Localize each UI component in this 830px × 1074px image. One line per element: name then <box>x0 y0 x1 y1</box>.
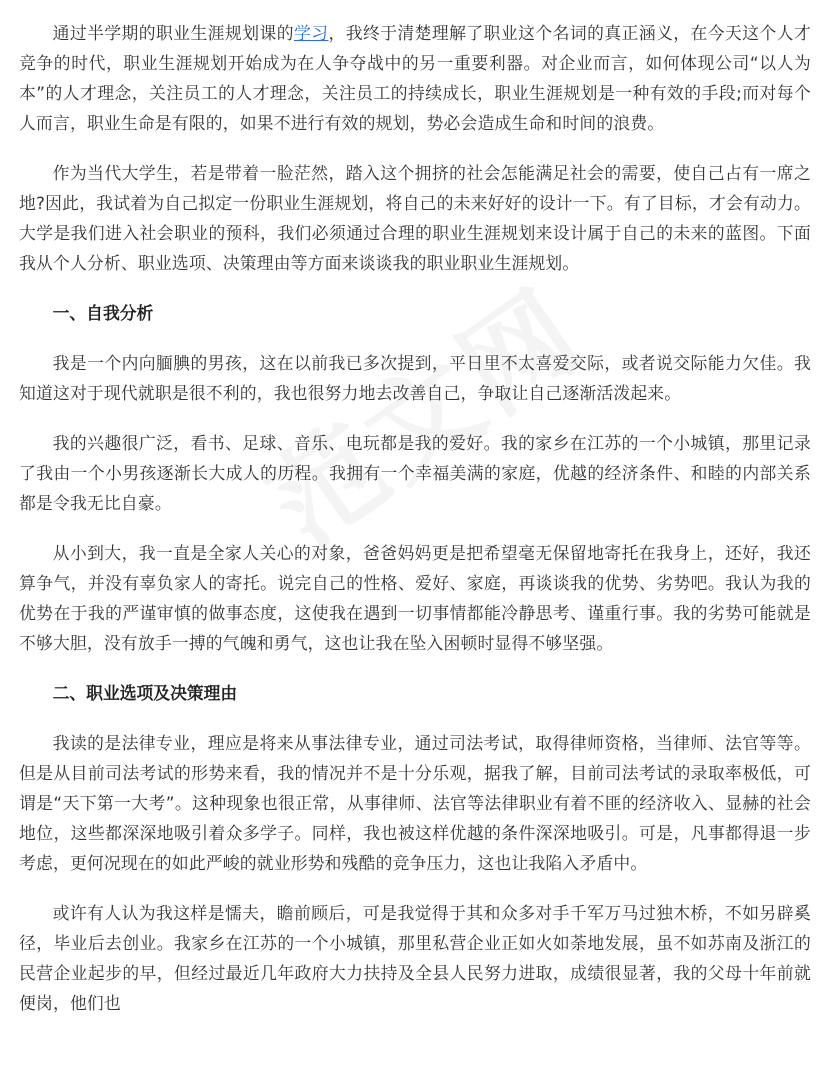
paragraph-law-major: 我读的是法律专业，理应是将来从事法律专业，通过司法考试，取得律师资格，当律师、法官等等。但是从目前司法考试的形势来看，我的情况并不是十分乐观，据我了解，目前司法考试的录取率极低，可谓是“天下第一大考”。这种现象也很正常，从事律师、法官等法律职业有着不匪的经济收入、显赫的社会地位，这些都深深地吸引着众多学子。同样，我也被这样优越的条件深深地吸引。可是，凡事都得退一步考虑，更何况现在的如此严峻的就业形势和残酷的竞争压力，这也让我陷入矛盾中。 <box>19 733 811 873</box>
study-link[interactable]: 学习 <box>293 23 329 43</box>
paragraph-purpose: 作为当代大学生，若是带着一脸茫然，踏入这个拥挤的社会怎能满足社会的需要，使自己占有一席之地?因此，我试着为自己拟定一份职业生涯规划，将自己的未来好好的设计一下。有了目标，才会有动力。大学是我们进入社会职业的预科，我们必须通过合理的职业生涯规划来设计属于自己的未来的蓝图。下面我从个人分析、职业选项、决策理由等方面来谈谈我的职业职业生涯规划。 <box>19 163 811 273</box>
paragraph-personality: 我是一个内向腼腆的男孩，这在以前我已多次提到，平日里不太喜爱交际，或者说交际能力欠佳。我知道这对于现代就职是很不利的，我也很努力地去改善自己，争取让自己逐渐活泼起来。 <box>19 353 811 403</box>
section-heading-self-analysis: 一、自我分析 <box>52 303 154 323</box>
paragraph-interests: 我的兴趣很广泛，看书、足球、音乐、电玩都是我的爱好。我的家乡在江苏的一个小城镇，那里记录了我由一个小男孩逐渐长大成人的历程。我拥有一个幸福美满的家庭，优越的经济条件、和睦的内部关系都是令我无比自豪。 <box>19 433 811 513</box>
article-body <box>19 18 811 1038</box>
paragraph-entrepreneurship: 或许有人认为我这样是懦夫，瞻前顾后，可是我觉得于其和众多对手千军万马过独木桥，不如另辟奚径，毕业后去创业。我家乡在江苏的一个小城镇，那里私营企业正如火如荼地发展，虽不如苏南及浙江的民营企业起步的早，但经过最近几年政府大力扶持及全县人民努力进取，成绩很显著，我的父母十年前就便岗，他们也 <box>19 903 811 1013</box>
paragraph-intro <box>19 18 811 138</box>
paragraph-strengths-weaknesses: 从小到大，我一直是全家人关心的对象，爸爸妈妈更是把希望毫无保留地寄托在我身上，还好，我还算争气，并没有辜负家人的寄托。说完自己的性格、爱好、家庭，再谈谈我的优势、劣势吧。我认为我的优势在于我的严谨审慎的做事态度，这使我在遇到一切事情都能冷静思考、谨重行事。我的劣势可能就是不够大胆，没有放手一搏的气魄和勇气，这也让我在坠入困顿时显得不够坚强。 <box>19 543 811 653</box>
paragraph-intro-text-before: 通过半学期的职业生涯规划课的 <box>52 23 294 43</box>
paragraph-intro-text-after: ，我终于清楚理解了职业这个名词的真正涵义，在今天这个人才竞争的时代，职业生涯规划开始成为在人争夺战中的另一重要利器。对企业而言，如何体现公司“以人为本”的人才理念，关注员工的人才理念，关注员工的持续成长，职业生涯规划是一种有效的手段;而对每个人而言，职业生命是有限的，如果不进行有效的规划，势必会造成生命和时间的浪费。 <box>19 23 811 133</box>
section-heading-career-options: 二、职业选项及决策理由 <box>52 683 238 703</box>
